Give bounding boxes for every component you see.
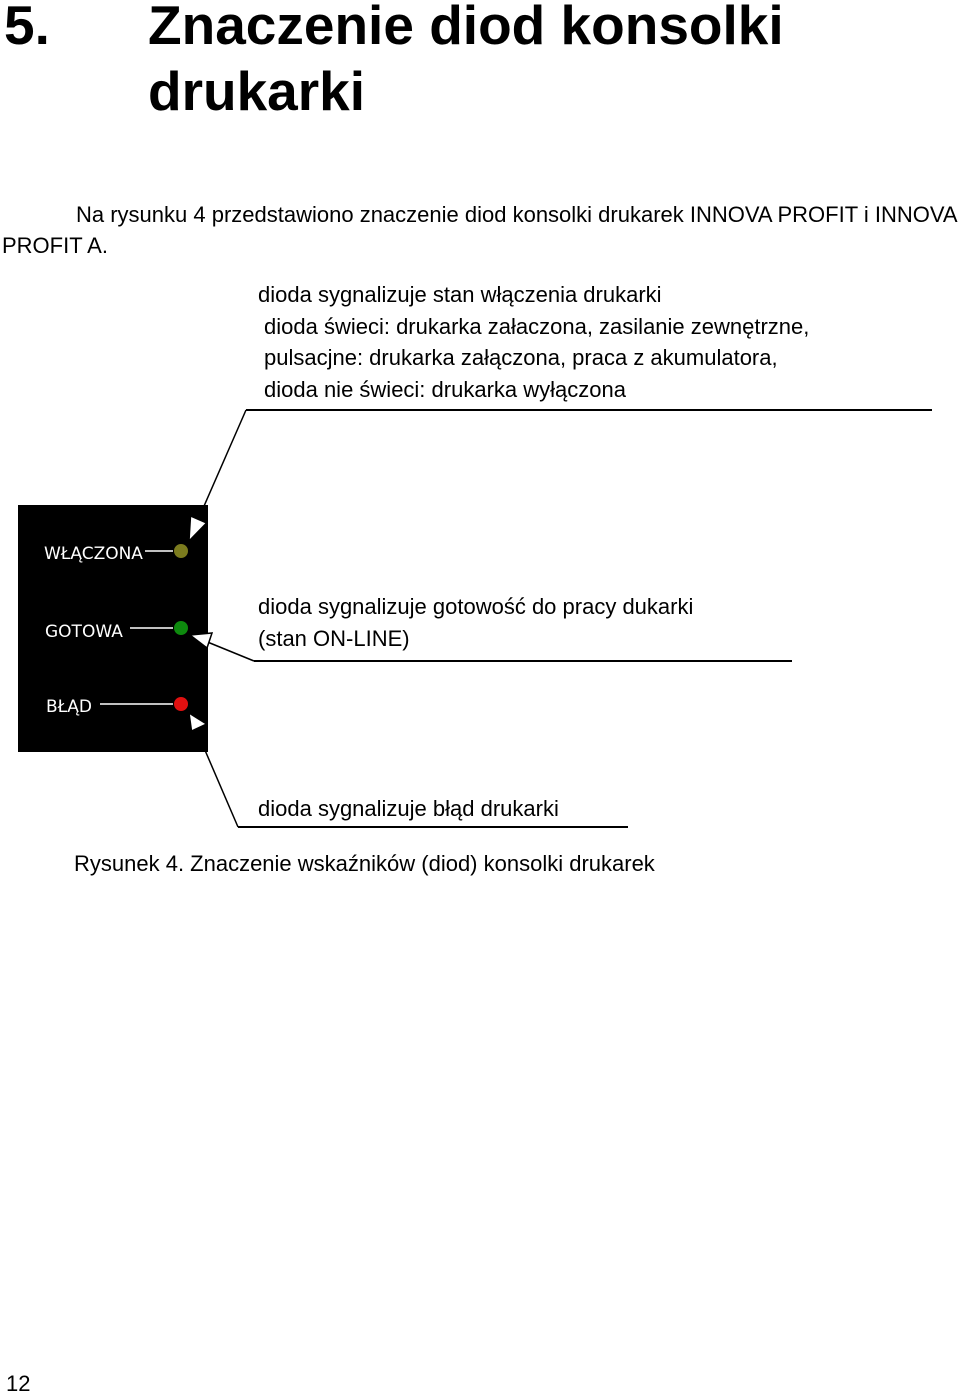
callout-ready-line: dioda sygnalizuje gotowość do pracy dukarki <box>258 594 694 619</box>
callout-ready <box>258 591 693 654</box>
page-number: 12 <box>6 1371 31 1396</box>
callout-ready-line: (stan ON-LINE) <box>258 625 410 651</box>
callout-power-line: dioda nie świeci: drukarka wyłączona <box>264 376 626 402</box>
figure-caption: Rysunek 4. Znaczenie wskaźników (diod) konsolki drukarek <box>74 851 655 876</box>
led-label-ready: GOTOWA <box>45 622 123 642</box>
section-number: 5. <box>4 0 50 56</box>
leader-power <box>189 410 932 541</box>
callout-power-line: dioda świeci: drukarka załaczona, zasilanie zewnętrzne, <box>264 313 810 339</box>
led-power <box>174 544 189 559</box>
callout-power-line: dioda sygnalizuje stan włączenia drukarki <box>258 282 662 307</box>
callout-power <box>258 279 809 405</box>
led-error <box>174 697 189 712</box>
section-title: Znaczenie diod konsolki drukarki <box>148 0 784 122</box>
intro-text: Na rysunku 4 przedstawiono znaczenie diod konsolki drukarek INNOVA PROFIT i INNOVA PROFIT A. <box>2 202 957 258</box>
led-label-power: WŁĄCZONA <box>44 544 143 564</box>
led-ready <box>174 621 189 636</box>
led-label-error: BŁĄD <box>46 697 92 717</box>
callout-error-line: dioda sygnalizuje błąd drukarki <box>258 796 559 821</box>
callout-power-line: pulsacjne: drukarka załączona, praca z akumulatora, <box>264 345 778 370</box>
callout-error <box>258 793 559 825</box>
